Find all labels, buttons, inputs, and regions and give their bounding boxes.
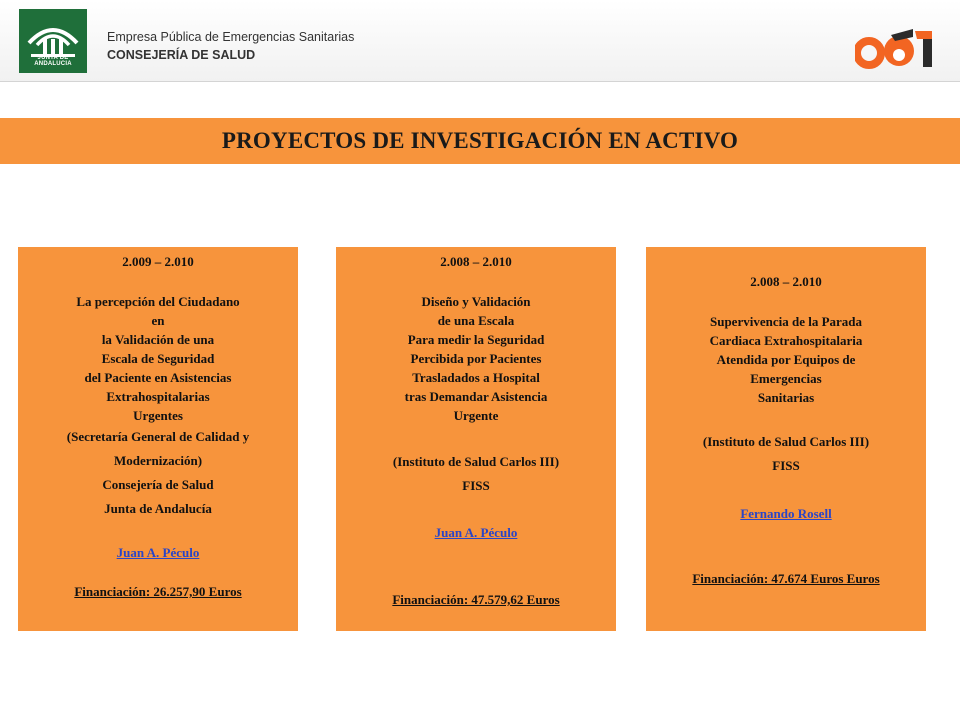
project-card-2: [336, 247, 616, 631]
061-logo: [855, 25, 937, 73]
funding-amount: Financiación: 26.257,90 Euros: [74, 584, 242, 599]
researcher-link[interactable]: Juan A. Péculo: [116, 545, 200, 560]
project-title: La percepción del Ciudadano en la Validación de una Escala de Seguridad del Paciente en Asistencias Extrahospitalarias Urgentes: [76, 294, 240, 423]
project-funder: (Secretaría General de Calidad y Modernización) Consejería de Salud Junta de Andalucía: [66, 429, 250, 516]
organization-name: Empresa Pública de Emergencias Sanitarias: [107, 30, 355, 44]
page-title: PROYECTOS DE INVESTIGACIÓN EN ACTIVO: [221, 128, 739, 153]
title-banner: [0, 118, 960, 164]
department-name: CONSEJERÍA DE SALUD: [107, 48, 256, 62]
funding-amount: Financiación: 47.579,62 Euros: [392, 592, 560, 607]
project-title: Diseño y Validación de una Escala Para medir la Seguridad Percibida por Pacientes Trasladados a Hospital tras Demandar Asistencia Urgente: [404, 294, 548, 423]
project-years: 2.009 – 2.010: [122, 254, 194, 269]
researcher-link[interactable]: Juan A. Péculo: [434, 525, 518, 540]
project-card-1: [18, 247, 298, 631]
project-funder: (Instituto de Salud Carlos III) FISS: [392, 454, 560, 493]
project-title: Supervivencia de la Parada Cardiaca Extrahospitalaria Atendida por Equipos de Emergencias Sanitarias: [709, 314, 863, 405]
project-funder: (Instituto de Salud Carlos III) FISS: [702, 434, 870, 473]
funding-amount: Financiación: 47.674 Euros Euros: [692, 571, 880, 586]
project-years: 2.008 – 2.010: [750, 274, 822, 289]
header-bar: [0, 0, 960, 82]
project-card-3: [646, 247, 926, 631]
project-years: 2.008 – 2.010: [440, 254, 512, 269]
junta-de-andalucia-logo: [19, 9, 87, 73]
logo-caption: JUNTA DE ANDALUCIA: [34, 55, 72, 67]
researcher-link[interactable]: Fernando Rosell: [740, 506, 832, 521]
